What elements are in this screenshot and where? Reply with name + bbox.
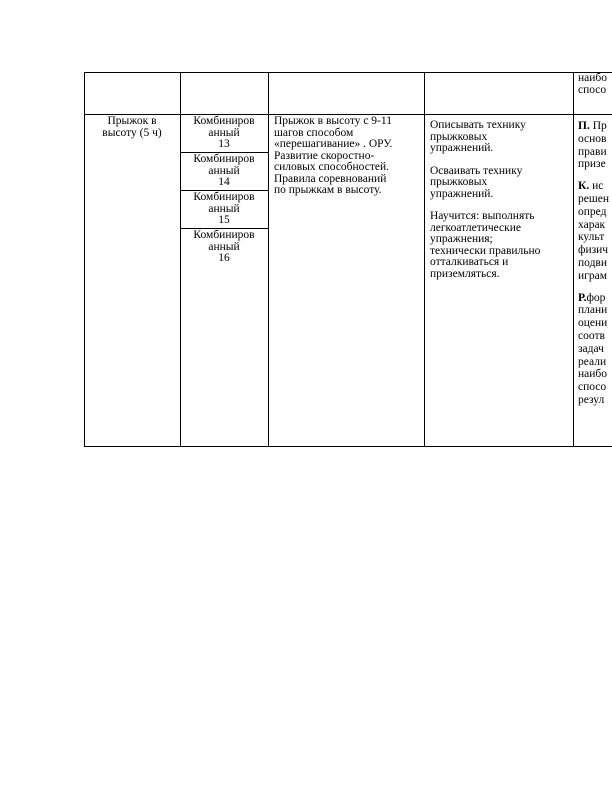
text-line: физич [578,244,609,257]
uud-paragraph-p [578,120,612,171]
text-line: харак [578,218,606,231]
text-line: ис [592,180,604,193]
text-line: подви [578,256,608,269]
lesson-type-line: Комбиниров [193,191,255,203]
text-line: Прыжок в [107,115,157,127]
text-line: наибо [578,368,608,381]
text-line: культ [578,231,605,244]
activity-paragraph [430,120,572,155]
lesson-type-line: Комбиниров [193,229,255,241]
text-line: приземляться. [430,267,500,280]
lesson-number: 15 [218,214,230,226]
text-line: фор [586,291,606,304]
text-line: упражнения; [430,233,493,245]
text-line: наибо [578,72,608,84]
lesson-cell [180,192,268,227]
lesson-number: 16 [218,252,230,264]
uud-label-k: К. [578,180,590,193]
text-line: спосо [578,381,607,394]
text-line: упражнений. [430,142,494,154]
text-line: решен [578,192,609,205]
lesson-type-line: анный [208,240,240,253]
text-line: Описывать технику [430,119,526,131]
text-line: легкоатлетические [430,221,522,234]
text-line: прави [578,145,607,158]
lesson-type-line: Комбиниров [193,115,255,127]
text-line: шагов способом [274,126,354,139]
text-line: упражнений. [430,187,494,200]
prev-row-last-cell [578,73,607,96]
text-line: соотв [578,329,605,342]
lesson-number: 14 [218,176,230,188]
text-line: задач [578,342,604,355]
uud-label-r: Р. [578,291,587,304]
text-line: силовых способностей. [274,161,389,173]
text-line: Пр [592,120,607,132]
text-line: технически правильно [430,244,541,257]
text-line: Прыжок в высоту с 9-11 [274,115,392,127]
text-line: Научится: выполнять [430,210,535,222]
text-line: резул [578,393,605,406]
text-line: основ [578,132,607,145]
uud-label-p: П. [578,120,590,132]
text-line: отталкиваться и [430,256,509,268]
content-cell [274,116,422,197]
text-line: Развитие скоростно- [274,149,375,162]
lesson-type-line: анный [208,126,240,139]
text-line: играм [578,269,608,282]
table-top-border [84,72,612,73]
lesson-type-line: Комбиниров [193,153,255,165]
lesson-cell [180,154,268,189]
uud-paragraph-k [578,180,612,282]
activity-paragraph [430,211,572,280]
table-bottom-border [84,446,612,447]
lesson-type-line: анный [208,202,240,215]
lesson-number: 13 [218,138,230,150]
topic-cell [84,116,180,139]
uud-paragraph-r [578,292,612,407]
lesson-cell [180,230,268,265]
text-line: прыжковых [430,176,488,188]
text-line: спосо [578,83,607,96]
text-line: призе [578,158,606,171]
text-line: прыжковых [430,130,488,143]
text-line: Правила соревнований [274,172,387,185]
uud-cell [578,120,612,407]
text-line: плани [578,304,608,317]
lesson-type-line: анный [208,164,240,177]
text-line: реали [578,355,607,368]
lesson-cell [180,116,268,151]
text-line: опред [578,205,607,218]
activity-paragraph [430,166,572,201]
activities-cell [430,120,572,280]
column-divider-2 [268,72,269,446]
text-line: «перешагивание» . ОРУ. [274,138,393,150]
text-line: оцени [578,317,608,330]
text-line: Осваивать технику [430,164,523,177]
column-divider-4 [573,72,574,446]
text-line: высоту (5 ч) [102,126,162,139]
column-divider-3 [424,72,425,446]
text-line: по прыжкам в высоту. [274,184,382,196]
